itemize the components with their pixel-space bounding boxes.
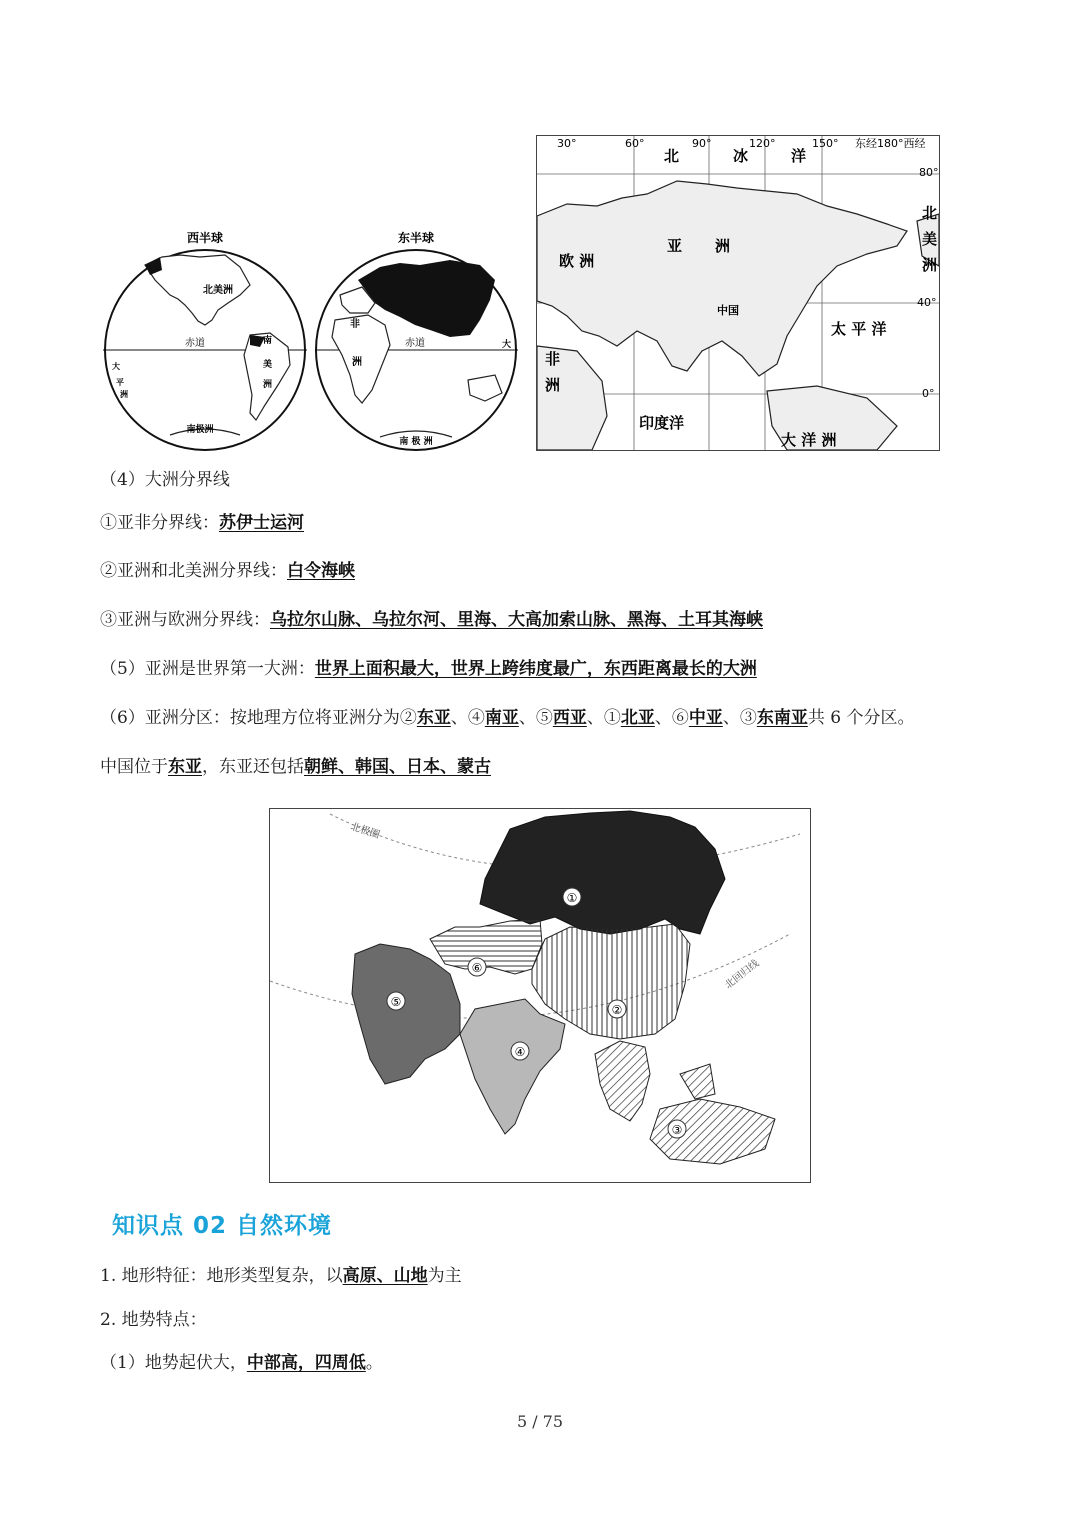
arctic-label-2: 冰 [733, 147, 749, 165]
asia-regions-map [269, 808, 811, 1183]
east-title: 东半球 [397, 231, 435, 245]
lat-40: 40° [917, 296, 937, 309]
asia-label-1: 亚 [667, 237, 683, 255]
asia-africa-boundary: ①亚非分界线：苏伊士运河 [100, 513, 304, 533]
lat-0: 0° [922, 387, 935, 400]
west-title: 西半球 [186, 231, 224, 245]
west-south-america [244, 333, 290, 420]
lon-30: 30° [557, 137, 577, 150]
asia-regions: （6）亚洲分区：按地理方位将亚洲分为②东亚、④南亚、⑤西亚、①北亚、⑥中亚、③东南亚共 6 个分区。 [100, 708, 915, 728]
region-south-asia [460, 999, 565, 1134]
region-1-label: ① [566, 891, 578, 905]
boundary-heading: （4）大洲分界线 [100, 470, 230, 490]
west-antarctica-label: 南极洲 [186, 425, 214, 435]
region-3-label: ③ [671, 1123, 683, 1137]
lon-90: 90° [692, 137, 712, 150]
region-5-label: ⑤ [390, 995, 402, 1009]
africa-label-1: 非 [545, 350, 561, 368]
asia-na-boundary: ②亚洲和北美洲分界线：白令海峡 [100, 561, 355, 581]
arctic-circle-label: 北极圈 [349, 821, 382, 842]
west-sa-label-2: 美 [263, 360, 273, 370]
na-label-3: 洲 [922, 256, 938, 274]
arctic-label-1: 北 [664, 147, 680, 165]
indian-ocean-label: 印度洋 [639, 414, 685, 432]
section-title: 知识点 02 自然环境 [112, 1213, 333, 1239]
terrain-features: 1. 地形特征：地形类型复杂，以高原、山地为主 [100, 1266, 462, 1286]
na-label-1: 北 [922, 204, 938, 222]
page-number: 5 / 75 [516, 1412, 564, 1431]
lon-180: 东经180°西经 [855, 137, 926, 150]
region-west-asia [352, 944, 460, 1084]
region-2-label: ② [611, 1003, 623, 1017]
west-pacific-label-1: 大 [112, 362, 120, 371]
west-sa-label-1: 南 [263, 336, 273, 346]
china-location: 中国位于东亚，东亚还包括朝鲜、韩国、日本、蒙古 [100, 757, 491, 777]
tropic-label: 北回归线 [723, 958, 762, 992]
west-pacific-label-2: 平 [116, 378, 124, 387]
na-label-2: 美 [922, 230, 938, 248]
west-north-america-label: 北美洲 [203, 285, 233, 296]
west-equator-label: 赤道 [185, 338, 205, 349]
asia-outline-svg [537, 136, 939, 450]
asia-regions-svg [270, 809, 810, 1182]
hemisphere-maps-svg [100, 225, 525, 460]
china-label: 中国 [717, 304, 739, 317]
east-africa-label: 非 [350, 319, 360, 330]
relief-detail: （1）地势起伏大，中部高，四周低。 [100, 1353, 383, 1373]
africa-label-2: 洲 [545, 376, 561, 394]
lon-150: 150° [812, 137, 839, 150]
pacific-label: 太 平 洋 [831, 320, 887, 338]
region-6-label: ⑥ [471, 961, 483, 975]
region-north-asia [480, 811, 725, 934]
east-africa-label-2: 洲 [352, 357, 362, 368]
lat-80: 80° [919, 166, 939, 179]
asia-landmass [537, 181, 907, 376]
east-antarctica-label: 南 极 洲 [399, 437, 433, 447]
lon-60: 60° [625, 137, 645, 150]
west-pacific-label-3: 洲 [120, 390, 128, 399]
asia-largest-continent: （5）亚洲是世界第一大洲：世界上面积最大，世界上跨纬度最广，东西距离最长的大洲 [100, 659, 757, 679]
arctic-label-3: 洋 [791, 147, 807, 165]
west-sa-label-3: 洲 [263, 380, 273, 390]
region-4-label: ④ [514, 1045, 526, 1059]
east-equator-label: 赤道 [405, 338, 425, 349]
lon-120: 120° [749, 137, 776, 150]
east-australia [468, 375, 502, 401]
asia-outline-map [536, 135, 940, 451]
hemisphere-maps-figure [100, 225, 525, 460]
region-southeast-asia [595, 1041, 775, 1164]
relief-heading: 2. 地势特点： [100, 1310, 207, 1330]
europe-label: 欧 洲 [559, 252, 595, 270]
asia-europe-boundary: ③亚洲与欧洲分界线：乌拉尔山脉、乌拉尔河、里海、大高加索山脉、黑海、土耳其海峡 [100, 610, 763, 630]
oceania-label: 大 洋 洲 [781, 431, 837, 449]
asia-label-2: 洲 [715, 237, 731, 255]
east-oceania-label: 大 [502, 340, 512, 350]
